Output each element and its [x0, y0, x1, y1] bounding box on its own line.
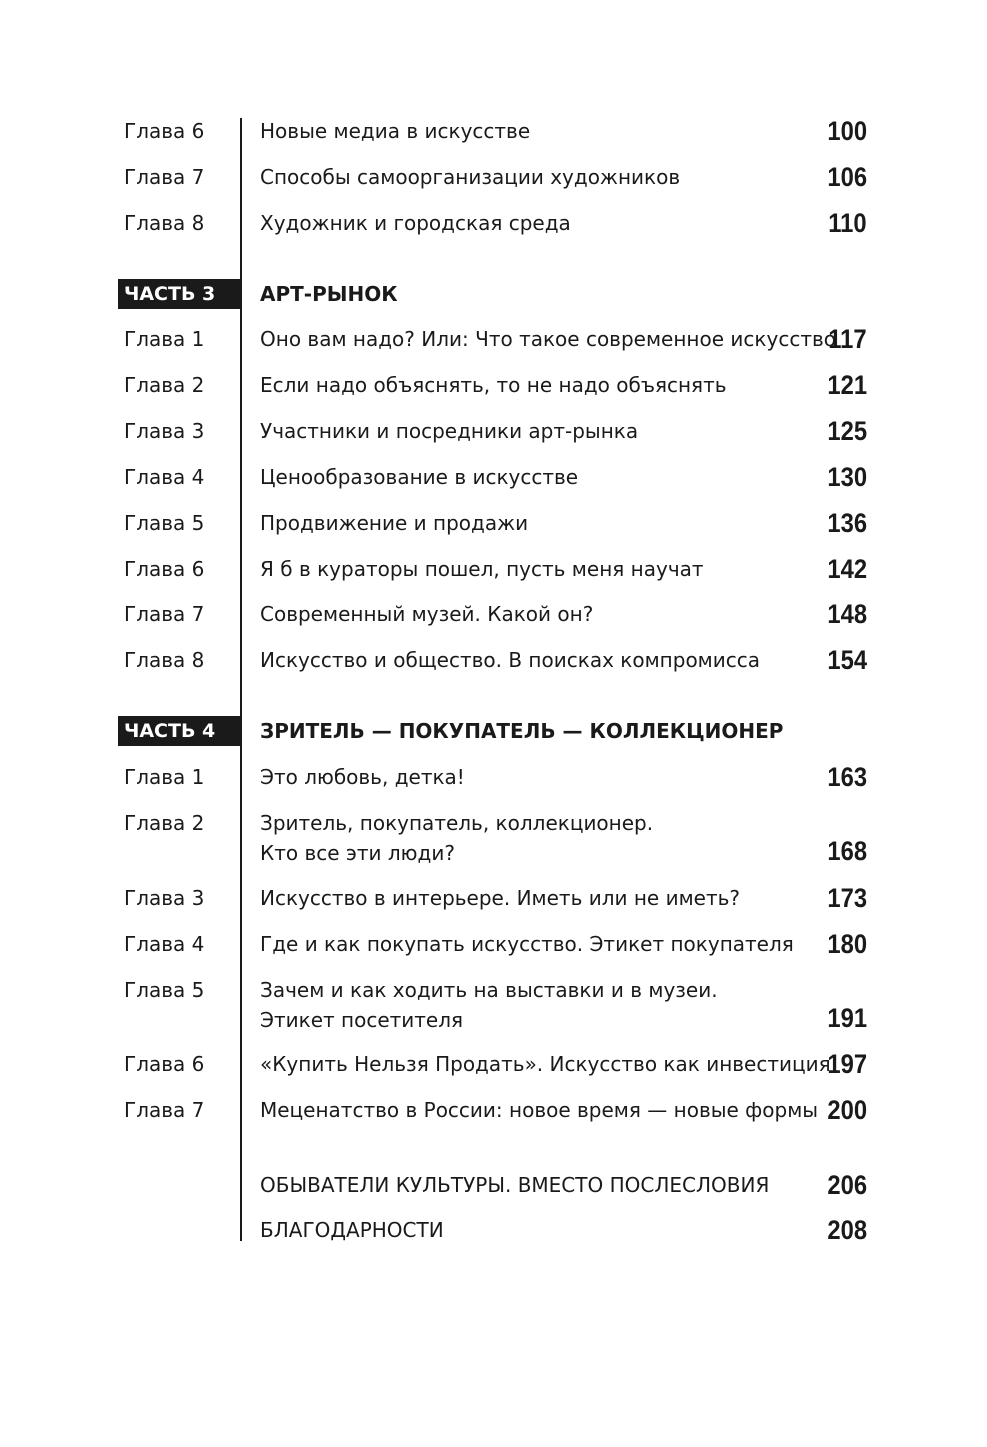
chapter-title: Художник и городская среда — [260, 211, 571, 235]
chapter-title: Зритель, покупатель, коллекционер. — [260, 811, 654, 835]
chapter-label: Глава 7 — [124, 1098, 205, 1122]
chapter-title: Зачем и как ходить на выставки и в музеи. — [260, 978, 718, 1002]
chapter-label: Глава 1 — [124, 765, 205, 789]
page-number: 142 — [827, 554, 867, 584]
page-number: 136 — [827, 508, 867, 538]
chapter-label: Глава 4 — [124, 932, 205, 956]
chapter-label: Глава 6 — [124, 557, 205, 581]
page-number: 110 — [828, 208, 867, 238]
chapter-label: Глава 7 — [124, 165, 205, 189]
part-label: ЧАСТЬ 3 — [124, 283, 216, 305]
chapter-title: Искусство в интерьере. Иметь или не иметь? — [260, 886, 741, 910]
chapter-label: Глава 3 — [124, 419, 205, 443]
chapter-label: Глава 5 — [124, 511, 205, 535]
page-number: 200 — [827, 1095, 867, 1125]
page-number: 130 — [827, 462, 867, 492]
chapter-title: Искусство и общество. В поисках компромисса — [260, 648, 761, 672]
chapter-label: Глава 8 — [124, 648, 205, 672]
chapter-title: Если надо объяснять, то не надо объяснять — [260, 373, 727, 397]
chapter-label: Глава 2 — [124, 373, 205, 397]
chapter-label: Глава 8 — [124, 211, 205, 235]
chapter-title: Я б в кураторы пошел, пусть меня научат — [260, 557, 704, 581]
page-number: 100 — [827, 116, 867, 146]
chapter-title-line2: Этикет посетителя — [260, 1008, 464, 1032]
page-number: 148 — [827, 599, 867, 629]
chapter-title: Меценатство в России: новое время — новые формы — [260, 1098, 819, 1122]
page-number: 163 — [827, 762, 867, 792]
page-number: 125 — [827, 416, 867, 446]
chapter-title: Новые медиа в искусстве — [260, 119, 531, 143]
chapter-title: Продвижение и продажи — [260, 511, 529, 535]
page-number: 191 — [827, 1003, 867, 1033]
chapter-label: Глава 4 — [124, 465, 205, 489]
chapter-title: Участники и посредники арт-рынка — [260, 419, 639, 443]
page-number: 197 — [827, 1049, 867, 1079]
part-title: ЗРИТЕЛЬ — ПОКУПАТЕЛЬ — КОЛЛЕКЦИОНЕР — [260, 719, 784, 743]
page-number: 168 — [827, 836, 867, 866]
part-title: АРТ-РЫНОК — [260, 282, 398, 306]
chapter-label: Глава 1 — [124, 327, 205, 351]
part-label: ЧАСТЬ 4 — [124, 720, 216, 742]
chapter-title: Современный музей. Какой он? — [260, 602, 594, 626]
chapter-label: Глава 2 — [124, 811, 205, 835]
chapter-title: «Купить Нельзя Продать». Искусство как инвестиция — [260, 1052, 831, 1076]
chapter-label: Глава 6 — [124, 1052, 205, 1076]
page-number: 208 — [827, 1215, 867, 1245]
page-number: 154 — [827, 645, 867, 675]
section-title: БЛАГОДАРНОСТИ — [260, 1218, 444, 1242]
page-number: 206 — [827, 1170, 867, 1200]
page-number: 106 — [827, 162, 867, 192]
chapter-title: Способы самоорганизации художников — [260, 165, 681, 189]
chapter-title: Оно вам надо? Или: Что такое современное искусство — [260, 327, 836, 351]
chapter-title: Это любовь, детка! — [260, 765, 465, 789]
section-title: ОБЫВАТЕЛИ КУЛЬТУРЫ. ВМЕСТО ПОСЛЕСЛОВИЯ — [260, 1173, 770, 1197]
page-number: 121 — [827, 370, 867, 400]
chapter-title: Где и как покупать искусство. Этикет покупателя — [260, 932, 794, 956]
page-number: 180 — [827, 929, 867, 959]
page-number: 117 — [828, 324, 867, 354]
page-number: 173 — [827, 883, 867, 913]
chapter-title-line2: Кто все эти люди? — [260, 841, 455, 865]
chapter-label: Глава 5 — [124, 978, 205, 1002]
chapter-label: Глава 7 — [124, 602, 205, 626]
chapter-label: Глава 3 — [124, 886, 205, 910]
chapter-title: Ценообразование в искусстве — [260, 465, 579, 489]
chapter-label: Глава 6 — [124, 119, 205, 143]
